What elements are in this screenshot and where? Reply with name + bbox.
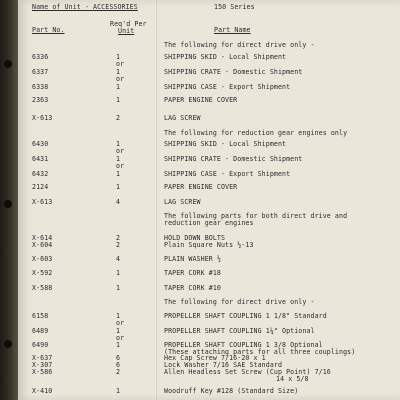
part-name: Allen Headless Set Screw (Cup Point) 7/16 bbox=[164, 368, 331, 376]
part-name: The following for direct drive only - bbox=[164, 41, 315, 49]
qty-per-unit: or bbox=[116, 147, 125, 155]
qty-per-unit: 2 bbox=[116, 241, 121, 249]
qty-per-unit: 4 bbox=[116, 198, 121, 206]
part-name: PROPELLER SHAFT COUPLING 1 1/8" Standard bbox=[164, 312, 327, 320]
part-name: SHIPPING CASE - Export Shipment bbox=[164, 170, 291, 178]
col-header-part-no: Part No. bbox=[32, 26, 65, 34]
series-label: 150 Series bbox=[214, 3, 255, 11]
part-name: Woodruff Key #128 (Standard Size) bbox=[164, 387, 299, 395]
part-number: X-307 bbox=[32, 361, 53, 369]
part-number: X-637 bbox=[32, 354, 53, 362]
part-number: 2363 bbox=[32, 96, 49, 104]
qty-per-unit: 1 bbox=[116, 284, 121, 292]
part-name: Lock Washer 7/16 SAE Standard bbox=[164, 361, 283, 369]
qty-per-unit: or bbox=[116, 162, 125, 170]
punch-hole bbox=[4, 60, 12, 68]
qty-per-unit: 1 bbox=[116, 387, 121, 395]
qty-per-unit: 2 bbox=[116, 234, 121, 242]
qty-per-unit: or bbox=[116, 60, 125, 68]
qty-per-unit: 1 bbox=[116, 341, 121, 349]
qty-per-unit: 1 bbox=[116, 53, 121, 61]
part-name: TAPER CORK #18 bbox=[164, 269, 221, 277]
part-number: 6338 bbox=[32, 83, 49, 91]
part-name: PAPER ENGINE COVER bbox=[164, 96, 238, 104]
part-name: The following for reduction gear engines only bbox=[164, 129, 348, 137]
document-page bbox=[18, 0, 400, 400]
part-name: 14 x 5/8 bbox=[276, 375, 309, 383]
part-number: 6432 bbox=[32, 170, 49, 178]
part-number: X-592 bbox=[32, 269, 53, 277]
qty-per-unit: 1 bbox=[116, 155, 121, 163]
qty-per-unit: 1 bbox=[116, 312, 121, 320]
part-number: 6337 bbox=[32, 68, 49, 76]
part-name: SHIPPING SKID - Local Shipment bbox=[164, 140, 287, 148]
qty-per-unit: or bbox=[116, 319, 125, 327]
part-number: 6158 bbox=[32, 312, 49, 320]
part-number: X-604 bbox=[32, 241, 53, 249]
part-name: PAPER ENGINE COVER bbox=[164, 183, 238, 191]
part-number: X-613 bbox=[32, 114, 53, 122]
qty-per-unit: 1 bbox=[116, 183, 121, 191]
qty-per-unit: 6 bbox=[116, 354, 121, 362]
part-name: PROPELLER SHAFT COUPLING 1 3/8 Optional bbox=[164, 341, 323, 349]
part-number: 2124 bbox=[32, 183, 49, 191]
qty-per-unit: 1 bbox=[116, 269, 121, 277]
part-number: X-410 bbox=[32, 387, 53, 395]
part-name: SHIPPING CRATE - Domestic Shipment bbox=[164, 155, 303, 163]
qty-per-unit: 6 bbox=[116, 361, 121, 369]
col-header-reqd-line1: Req'd Per bbox=[110, 20, 147, 28]
part-name: reduction gear engines bbox=[164, 219, 254, 227]
part-number: 6430 bbox=[32, 140, 49, 148]
qty-per-unit: 2 bbox=[116, 114, 121, 122]
punch-hole bbox=[4, 200, 12, 208]
qty-per-unit: 1 bbox=[116, 140, 121, 148]
part-name: HOLD DOWN BOLTS bbox=[164, 234, 226, 242]
part-name: LAG SCREW bbox=[164, 198, 201, 206]
column-guide bbox=[156, 0, 157, 400]
part-number: 6490 bbox=[32, 341, 49, 349]
part-name: PLAIN WASHER ½ bbox=[164, 255, 221, 263]
part-name: PROPELLER SHAFT COUPLING 1¼" Optional bbox=[164, 327, 315, 335]
part-number: 6336 bbox=[32, 53, 49, 61]
part-name: Hex Cap Screw 7/16-20 x 1 bbox=[164, 354, 266, 362]
part-name: SHIPPING CRATE - Domestic Shipment bbox=[164, 68, 303, 76]
part-name: The following parts for both direct drive and bbox=[164, 212, 348, 220]
part-number: X-588 bbox=[32, 284, 53, 292]
part-number: X-603 bbox=[32, 255, 53, 263]
col-header-part-name: Part Name bbox=[214, 26, 251, 34]
unit-name: Name of Unit - ACCESSORIES bbox=[32, 3, 138, 11]
part-number: 6489 bbox=[32, 327, 49, 335]
binder-edge bbox=[0, 0, 18, 400]
qty-per-unit: 2 bbox=[116, 368, 121, 376]
part-name: (These attaching parts for all three couplings) bbox=[164, 348, 356, 356]
part-number: X-586 bbox=[32, 368, 53, 376]
col-header-reqd-line2: Unit bbox=[118, 27, 135, 35]
qty-per-unit: 4 bbox=[116, 255, 121, 263]
qty-per-unit: 1 bbox=[116, 83, 121, 91]
qty-per-unit: or bbox=[116, 75, 125, 83]
part-number: 6431 bbox=[32, 155, 49, 163]
qty-per-unit: 1 bbox=[116, 170, 121, 178]
part-number: X-613 bbox=[32, 198, 53, 206]
part-number: X-614 bbox=[32, 234, 53, 242]
qty-per-unit: or bbox=[116, 334, 125, 342]
part-name: SHIPPING SKID - Local Shipment bbox=[164, 53, 287, 61]
part-name: The following for direct drive only - bbox=[164, 298, 315, 306]
part-name: TAPER CORK #10 bbox=[164, 284, 221, 292]
qty-per-unit: 1 bbox=[116, 96, 121, 104]
punch-hole bbox=[4, 340, 12, 348]
part-name: Plain Square Nuts ½-13 bbox=[164, 241, 254, 249]
qty-per-unit: 1 bbox=[116, 327, 121, 335]
part-name: LAG SCREW bbox=[164, 114, 201, 122]
part-name: SHIPPING CASE - Export Shipment bbox=[164, 83, 291, 91]
qty-per-unit: 1 bbox=[116, 68, 121, 76]
